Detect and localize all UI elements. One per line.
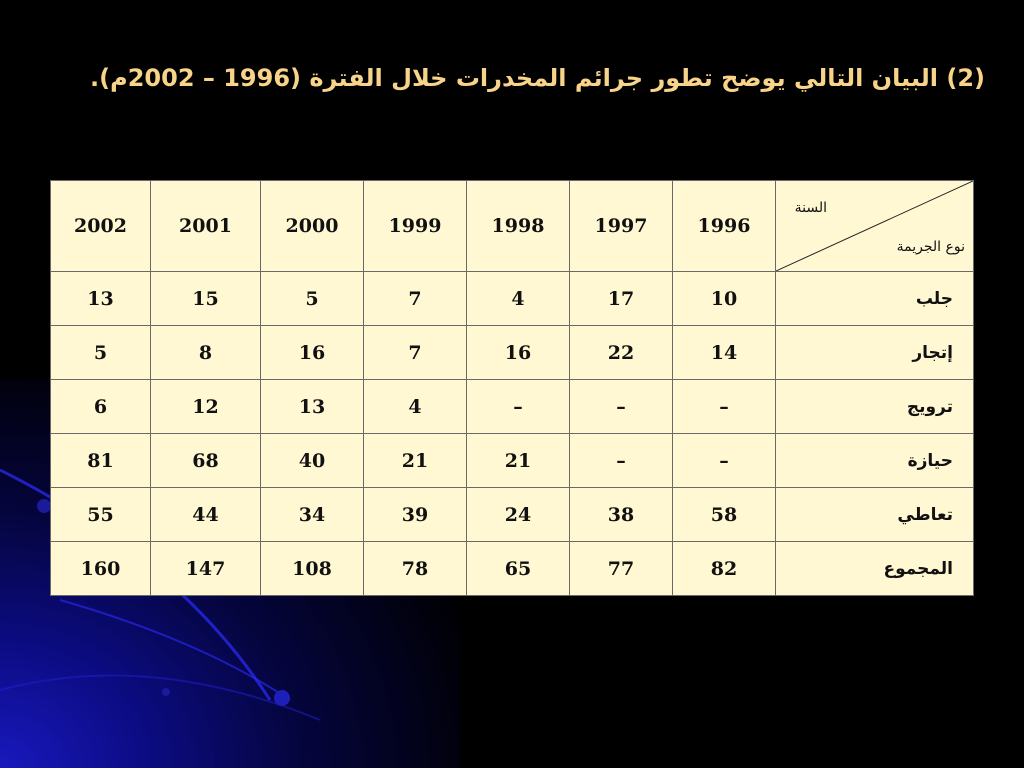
table-cell: 10 — [673, 272, 776, 326]
table-cell: 4 — [364, 380, 467, 434]
table-cell: 21 — [364, 434, 467, 488]
table-cell: 38 — [570, 488, 673, 542]
table-cell: 21 — [467, 434, 570, 488]
table-cell: 13 — [261, 380, 364, 434]
table-cell: 7 — [364, 326, 467, 380]
background-dot — [37, 499, 51, 513]
table-cell: 15 — [151, 272, 261, 326]
table-cell: 13 — [51, 272, 151, 326]
table-cell: 58 — [673, 488, 776, 542]
table-cell: 5 — [51, 326, 151, 380]
row-label: تعاطي — [776, 488, 974, 542]
table-cell: – — [570, 380, 673, 434]
table-cell: 14 — [673, 326, 776, 380]
table-cell: 160 — [51, 542, 151, 596]
year-header: 2002 — [51, 181, 151, 272]
table-cell: 22 — [570, 326, 673, 380]
table-cell: 78 — [364, 542, 467, 596]
table-cell: 8 — [151, 326, 261, 380]
row-label: حيازة — [776, 434, 974, 488]
crime-table-container — [50, 180, 973, 596]
corner-year-label: السنة — [794, 200, 827, 216]
table-cell: 147 — [151, 542, 261, 596]
table-cell: – — [570, 434, 673, 488]
row-label: جلب — [776, 272, 974, 326]
table-cell: 17 — [570, 272, 673, 326]
row-label: إتجار — [776, 326, 974, 380]
year-header: 1997 — [570, 181, 673, 272]
table-row — [51, 326, 974, 380]
table-cell: 24 — [467, 488, 570, 542]
table-row — [51, 488, 974, 542]
table-cell: 44 — [151, 488, 261, 542]
year-header: 1999 — [364, 181, 467, 272]
table-cell: 12 — [151, 380, 261, 434]
table-cell: 39 — [364, 488, 467, 542]
table-cell: 7 — [364, 272, 467, 326]
corner-type-label: نوع الجريمة — [896, 239, 965, 255]
table-cell: 82 — [673, 542, 776, 596]
table-cell: – — [467, 380, 570, 434]
table-cell: 65 — [467, 542, 570, 596]
row-label: ترويج — [776, 380, 974, 434]
background-dot — [274, 690, 290, 706]
table-cell: 81 — [51, 434, 151, 488]
table-row — [51, 434, 974, 488]
background-dot — [162, 688, 170, 696]
corner-diagonal-line — [776, 181, 973, 271]
table-cell: 5 — [261, 272, 364, 326]
table-cell: 68 — [151, 434, 261, 488]
table-cell: 16 — [261, 326, 364, 380]
table-cell: 55 — [51, 488, 151, 542]
row-label: المجموع — [776, 542, 974, 596]
table-cell: 77 — [570, 542, 673, 596]
year-header: 2000 — [261, 181, 364, 272]
table-cell: 34 — [261, 488, 364, 542]
table-row — [51, 272, 974, 326]
year-header: 1996 — [673, 181, 776, 272]
drug-crimes-table — [50, 180, 974, 596]
table-row — [51, 380, 974, 434]
slide-title: (2) البيان التالي يوضح تطور جرائم المخدرات خلال الفترة (1996 – 2002م). — [90, 64, 985, 92]
table-cell: 6 — [51, 380, 151, 434]
table-header-row — [51, 181, 974, 272]
table-cell: 40 — [261, 434, 364, 488]
corner-header-cell — [776, 181, 974, 272]
table-cell: 16 — [467, 326, 570, 380]
year-header: 1998 — [467, 181, 570, 272]
table-cell: 108 — [261, 542, 364, 596]
year-header: 2001 — [151, 181, 261, 272]
table-cell: – — [673, 434, 776, 488]
table-cell: 4 — [467, 272, 570, 326]
table-cell: – — [673, 380, 776, 434]
table-total-row — [51, 542, 974, 596]
